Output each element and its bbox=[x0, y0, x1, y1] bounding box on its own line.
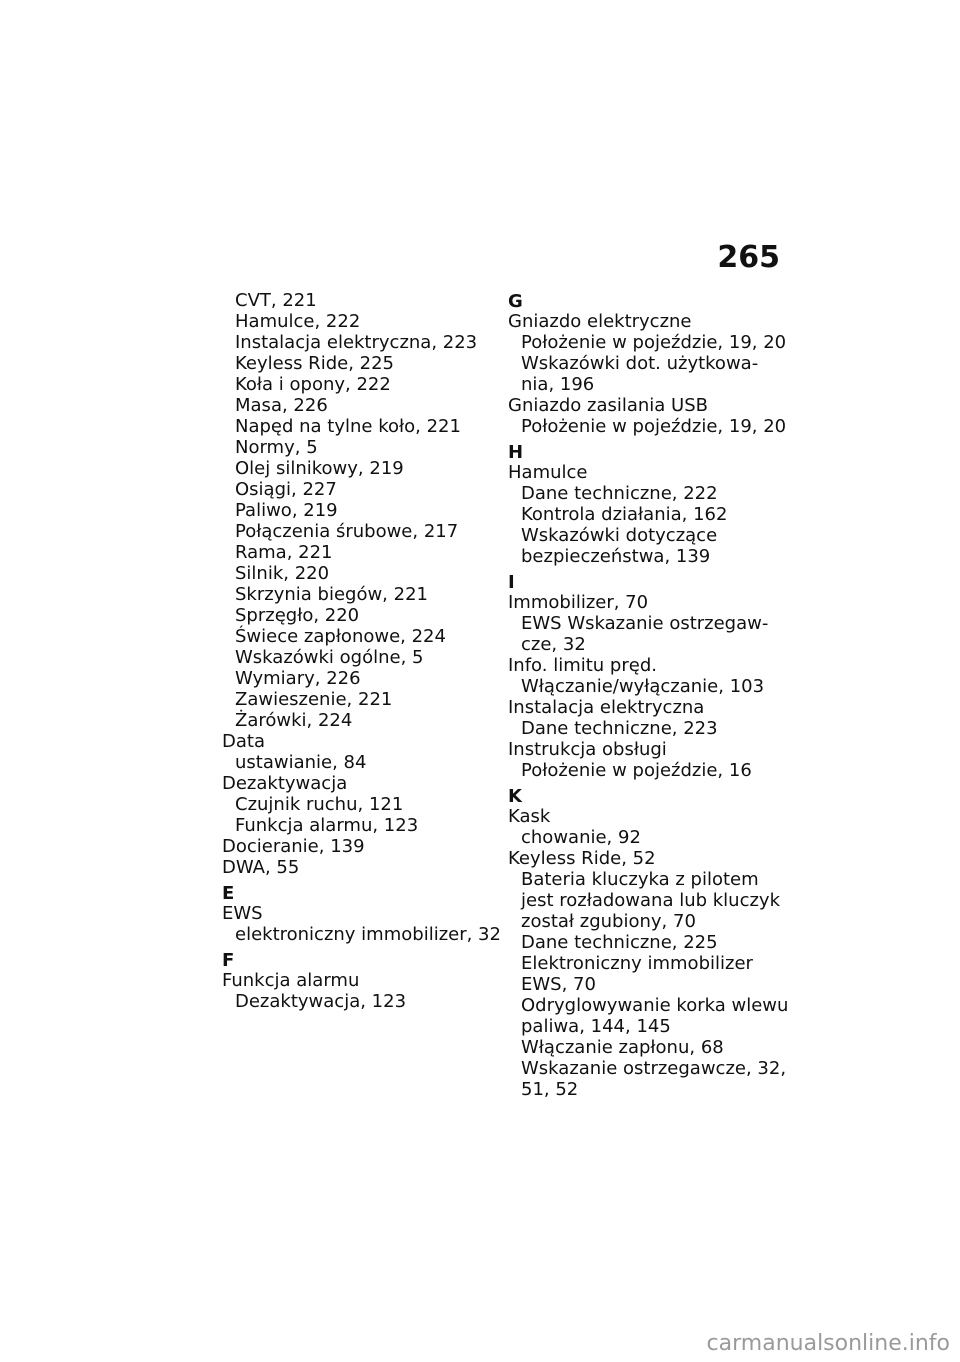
index-subentry: Położenie w pojeździe, 16 bbox=[521, 760, 752, 781]
watermark: carmanualsonline.info bbox=[706, 1331, 950, 1356]
index-subentry: CVT, 221 bbox=[235, 290, 317, 311]
index-subentry: Hamulce, 222 bbox=[235, 311, 361, 332]
index-subentry: Włączanie zapłonu, 68 bbox=[521, 1037, 724, 1058]
index-subentry: Położenie w pojeździe, 19, 20 bbox=[521, 332, 787, 353]
index-letter-heading: K bbox=[508, 786, 522, 807]
index-entry: Gniazdo zasilania USB bbox=[508, 395, 708, 416]
index-subentry: Czujnik ruchu, 121 bbox=[235, 794, 404, 815]
index-subentry: Żarówki, 224 bbox=[235, 710, 353, 731]
index-subentry: Bateria kluczyka z pilotem bbox=[521, 869, 759, 890]
index-entry-continuation: 51, 52 bbox=[521, 1079, 579, 1100]
index-subentry: Keyless Ride, 225 bbox=[235, 353, 394, 374]
index-entry-continuation: cze, 32 bbox=[521, 634, 586, 655]
index-subentry: Dane techniczne, 225 bbox=[521, 932, 718, 953]
index-subentry: Dane techniczne, 222 bbox=[521, 483, 718, 504]
index-subentry: Wymiary, 226 bbox=[235, 668, 361, 689]
index-subentry: Dane techniczne, 223 bbox=[521, 718, 718, 739]
index-subentry: ustawianie, 84 bbox=[235, 752, 367, 773]
index-subentry: Silnik, 220 bbox=[235, 563, 330, 584]
index-subentry: Dezaktywacja, 123 bbox=[235, 991, 407, 1012]
index-letter-heading: E bbox=[222, 883, 235, 904]
index-entry: Instalacja elektryczna bbox=[508, 697, 705, 718]
page-number: 265 bbox=[717, 240, 780, 275]
index-subentry: Normy, 5 bbox=[235, 437, 318, 458]
index-subentry: Elektroniczny immobilizer bbox=[521, 953, 753, 974]
index-letter-heading: H bbox=[508, 442, 524, 463]
index-entry: Instrukcja obsługi bbox=[508, 739, 667, 760]
index-entry-continuation: jest rozładowana lub kluczyk bbox=[521, 890, 781, 911]
index-subentry: Skrzynia biegów, 221 bbox=[235, 584, 428, 605]
index-subentry: Instalacja elektryczna, 223 bbox=[235, 332, 478, 353]
index-entry: Keyless Ride, 52 bbox=[508, 848, 656, 869]
index-subentry: Rama, 221 bbox=[235, 542, 333, 563]
index-subentry: Sprzęgło, 220 bbox=[235, 605, 360, 626]
index-entry-continuation: bezpieczeństwa, 139 bbox=[521, 546, 711, 567]
index-subentry: Odryglowywanie korka wlewu bbox=[521, 995, 789, 1016]
index-entry: Data bbox=[222, 731, 265, 752]
index-subentry: Wskazówki dot. użytkowa- bbox=[521, 353, 759, 374]
index-entry: Funkcja alarmu bbox=[222, 970, 360, 991]
index-entry: Docieranie, 139 bbox=[222, 836, 365, 857]
index-letter-heading: I bbox=[508, 572, 515, 593]
index-entry: Gniazdo elektryczne bbox=[508, 311, 692, 332]
index-subentry: Paliwo, 219 bbox=[235, 500, 338, 521]
index-entry: Kask bbox=[508, 806, 551, 827]
index-subentry: Funkcja alarmu, 123 bbox=[235, 815, 419, 836]
index-subentry: chowanie, 92 bbox=[521, 827, 641, 848]
index-subentry: Zawieszenie, 221 bbox=[235, 689, 393, 710]
index-subentry: Włączanie/wyłączanie, 103 bbox=[521, 676, 765, 697]
index-subentry: Koła i opony, 222 bbox=[235, 374, 391, 395]
index-subentry: Wskazanie ostrzegawcze, 32, bbox=[521, 1058, 787, 1079]
index-subentry: Wskazówki ogólne, 5 bbox=[235, 647, 424, 668]
index-entry-continuation: nia, 196 bbox=[521, 374, 595, 395]
index-subentry: Napęd na tylne koło, 221 bbox=[235, 416, 461, 437]
index-subentry: Masa, 226 bbox=[235, 395, 328, 416]
index-subentry: Kontrola działania, 162 bbox=[521, 504, 728, 525]
index-subentry: Połączenia śrubowe, 217 bbox=[235, 521, 459, 542]
index-subentry: Olej silnikowy, 219 bbox=[235, 458, 404, 479]
index-subentry: Osiągi, 227 bbox=[235, 479, 337, 500]
index-column-left bbox=[222, 290, 502, 1012]
index-entry-continuation: EWS, 70 bbox=[521, 974, 596, 995]
index-subentry: Położenie w pojeździe, 19, 20 bbox=[521, 416, 787, 437]
index-entry-continuation: został zgubiony, 70 bbox=[521, 911, 696, 932]
index-subentry: Świece zapłonowe, 224 bbox=[235, 626, 446, 647]
index-entry-continuation: paliwa, 144, 145 bbox=[521, 1016, 671, 1037]
index-entry: DWA, 55 bbox=[222, 857, 300, 878]
index-subentry: elektroniczny immobilizer, 32 bbox=[235, 924, 501, 945]
index-subentry: EWS Wskazanie ostrzegaw- bbox=[521, 613, 769, 634]
index-entry: Dezaktywacja bbox=[222, 773, 348, 794]
index-letter-heading: G bbox=[508, 291, 523, 312]
index-column-right bbox=[508, 290, 798, 1100]
index-entry: Immobilizer, 70 bbox=[508, 592, 649, 613]
index-letter-heading: F bbox=[222, 950, 235, 971]
index-subentry: Wskazówki dotyczące bbox=[521, 525, 718, 546]
index-entry: Hamulce bbox=[508, 462, 588, 483]
index-entry: Info. limitu pręd. bbox=[508, 655, 657, 676]
index-entry: EWS bbox=[222, 903, 263, 924]
